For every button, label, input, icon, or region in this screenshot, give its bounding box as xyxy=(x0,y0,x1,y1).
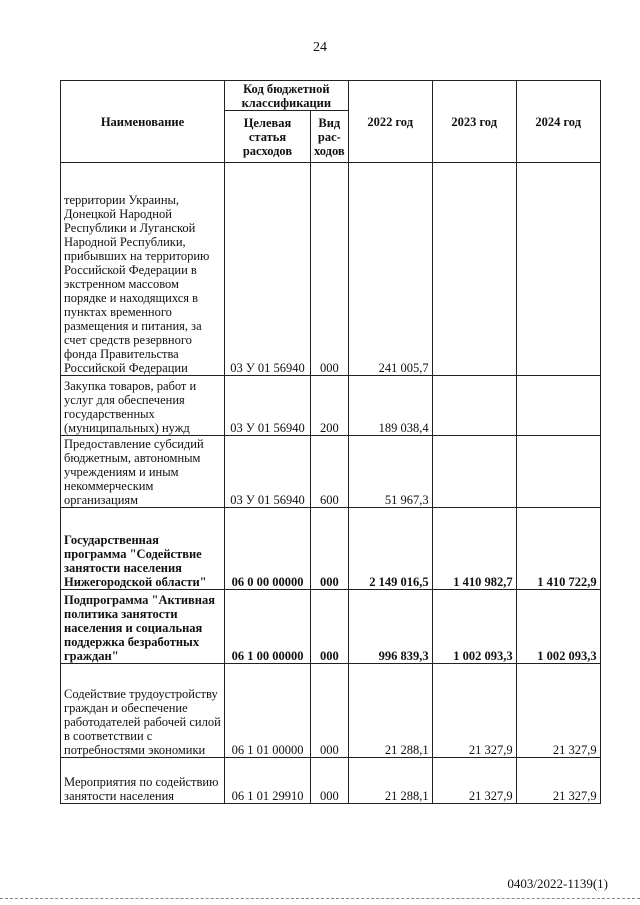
row-expense-type: 000 xyxy=(311,664,349,758)
row-expense-type: 000 xyxy=(311,508,349,590)
header-2022: 2022 год xyxy=(348,81,432,163)
row-target-article: 06 1 00 00000 xyxy=(225,590,311,664)
row-value-2022: 51 967,3 xyxy=(348,436,432,508)
row-target-article: 03 У 01 56940 xyxy=(225,436,311,508)
table-row xyxy=(61,436,601,508)
row-value-2022: 189 038,4 xyxy=(348,376,432,436)
row-value-2024: 21 327,9 xyxy=(516,664,600,758)
row-value-2024: 1 410 722,9 xyxy=(516,508,600,590)
row-value-2022: 21 288,1 xyxy=(348,664,432,758)
row-value-2024: 21 327,9 xyxy=(516,758,600,804)
row-value-2023: 21 327,9 xyxy=(432,664,516,758)
row-expense-type: 000 xyxy=(311,758,349,804)
row-value-2023 xyxy=(432,163,516,376)
row-value-2023: 21 327,9 xyxy=(432,758,516,804)
row-name: Подпрограмма "Активная политика занятости населения и социальная поддержка безработных граждан" xyxy=(61,590,225,664)
row-target-article: 06 1 01 29910 xyxy=(225,758,311,804)
row-value-2023: 1 002 093,3 xyxy=(432,590,516,664)
row-value-2023 xyxy=(432,376,516,436)
row-value-2023 xyxy=(432,436,516,508)
table-row xyxy=(61,163,601,376)
header-2023: 2023 год xyxy=(432,81,516,163)
table-row xyxy=(61,508,601,590)
header-2024: 2024 год xyxy=(516,81,600,163)
row-target-article: 03 У 01 56940 xyxy=(225,376,311,436)
row-value-2022: 241 005,7 xyxy=(348,163,432,376)
row-name: Содействие трудоустройству граждан и обеспечение работодателей рабочей силой в соответствии с потребностями экономики xyxy=(61,664,225,758)
header-name: Наименование xyxy=(61,81,225,163)
row-expense-type: 000 xyxy=(311,590,349,664)
scan-edge-line xyxy=(0,898,640,900)
row-target-article: 06 0 00 00000 xyxy=(225,508,311,590)
table-row xyxy=(61,376,601,436)
row-expense-type: 600 xyxy=(311,436,349,508)
row-value-2024 xyxy=(516,376,600,436)
row-value-2024: 1 002 093,3 xyxy=(516,590,600,664)
table-row xyxy=(61,590,601,664)
row-value-2024 xyxy=(516,436,600,508)
row-value-2022: 2 149 016,5 xyxy=(348,508,432,590)
row-value-2024 xyxy=(516,163,600,376)
table-row xyxy=(61,758,601,804)
row-name: Государственная программа "Содействие занятости населения Нижегородской области" xyxy=(61,508,225,590)
header-budget-code: Код бюджетной классификации xyxy=(225,81,349,111)
row-expense-type: 200 xyxy=(311,376,349,436)
budget-table xyxy=(60,80,601,804)
row-name: территории Украины, Донецкой Народной Республики и Луганской Народной Республики, прибывших на территорию Российской Федерации в экстренном массовом порядке и находящихся в пунктах временного размещения и питания, за счет средств резервного фонда Правительства Российской Федерации xyxy=(61,163,225,376)
row-value-2022: 21 288,1 xyxy=(348,758,432,804)
row-value-2023: 1 410 982,7 xyxy=(432,508,516,590)
header-expense-type: Вид рас-ходов xyxy=(311,111,349,163)
row-name: Мероприятия по содействию занятости населения xyxy=(61,758,225,804)
row-expense-type: 000 xyxy=(311,163,349,376)
row-name: Предоставление субсидий бюджетным, автономным учреждениям и иным некоммерческим организациям xyxy=(61,436,225,508)
row-target-article: 03 У 01 56940 xyxy=(225,163,311,376)
document-code: 0403/2022-1139(1) xyxy=(507,876,608,891)
page-number: 24 xyxy=(313,40,327,55)
row-value-2022: 996 839,3 xyxy=(348,590,432,664)
table-row xyxy=(61,664,601,758)
row-target-article: 06 1 01 00000 xyxy=(225,664,311,758)
header-target-article: Целевая статья расходов xyxy=(225,111,311,163)
row-name: Закупка товаров, работ и услуг для обеспечения государственных (муниципальных) нужд xyxy=(61,376,225,436)
